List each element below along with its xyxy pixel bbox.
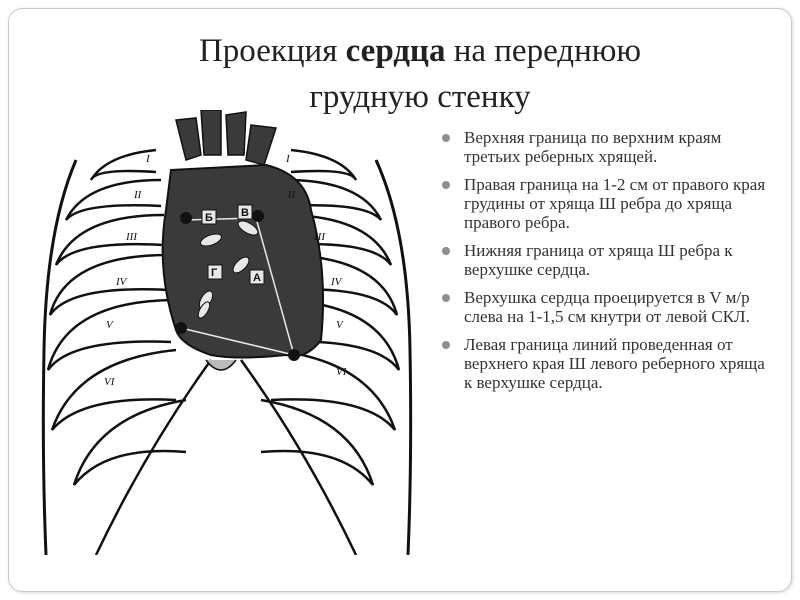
title-part2: на переднюю xyxy=(445,33,642,69)
bullet-item xyxy=(438,335,768,392)
rib-label-r4: IV xyxy=(116,276,127,288)
rib-label-l2: II xyxy=(288,189,296,201)
rib-label-r6: VI xyxy=(104,376,115,388)
rib-label-l4: IV xyxy=(331,276,342,288)
bullet-text: Правая граница на 1-2 см от правого края грудины от хряща Ш ребра до хряща правого ребра. xyxy=(464,175,766,232)
title-line2: грудную стенку xyxy=(309,79,531,115)
bullet-dot-icon xyxy=(442,341,450,349)
right-ribs xyxy=(48,150,186,485)
bullet-dot-icon xyxy=(442,294,450,302)
valve-label-b: Б xyxy=(205,212,213,224)
rib-label-r5: V xyxy=(106,319,113,331)
bullet-item xyxy=(438,128,768,166)
bullet-text: Верхушка сердца проецируется в V м/р слева на 1-1,5 см кнутри от левой СКЛ. xyxy=(464,288,750,326)
title-bold: сердца xyxy=(345,33,446,69)
rib-label-r2: II xyxy=(134,189,142,201)
rib-label-r1: I xyxy=(146,153,150,165)
rib-label-r3: III xyxy=(126,231,137,243)
bullet-item xyxy=(438,288,768,326)
bullet-item xyxy=(438,175,768,232)
bullet-dot-icon xyxy=(442,134,450,142)
xiphoid xyxy=(206,360,236,370)
chest-heart-diagram xyxy=(36,110,416,555)
great-vessels xyxy=(176,110,276,165)
bullet-list xyxy=(438,128,768,401)
rib-label-l6: VI xyxy=(336,366,347,378)
rib-label-l1: I xyxy=(286,153,290,165)
costal-arch xyxy=(96,360,356,555)
valve-label-v: В xyxy=(241,207,249,219)
slide-title xyxy=(100,28,740,120)
title-part1: Проекция xyxy=(198,33,346,69)
rib-label-l5: V xyxy=(336,319,343,331)
bullet-text: Левая граница линий проведенная от верхнего края Ш левого реберного хряща к верхушке сердца. xyxy=(464,335,765,392)
valve-label-a: А xyxy=(253,272,261,284)
valve-label-g: Г xyxy=(211,267,218,279)
bullet-dot-icon xyxy=(442,247,450,255)
bullet-item xyxy=(438,241,768,279)
bullet-text: Нижняя граница от хряща Ш ребра к верхушке сердца. xyxy=(464,241,733,279)
bullet-text: Верхняя граница по верхним краям третьих реберных хрящей. xyxy=(464,128,722,166)
bullet-dot-icon xyxy=(442,181,450,189)
rib-label-l3: III xyxy=(314,231,325,243)
